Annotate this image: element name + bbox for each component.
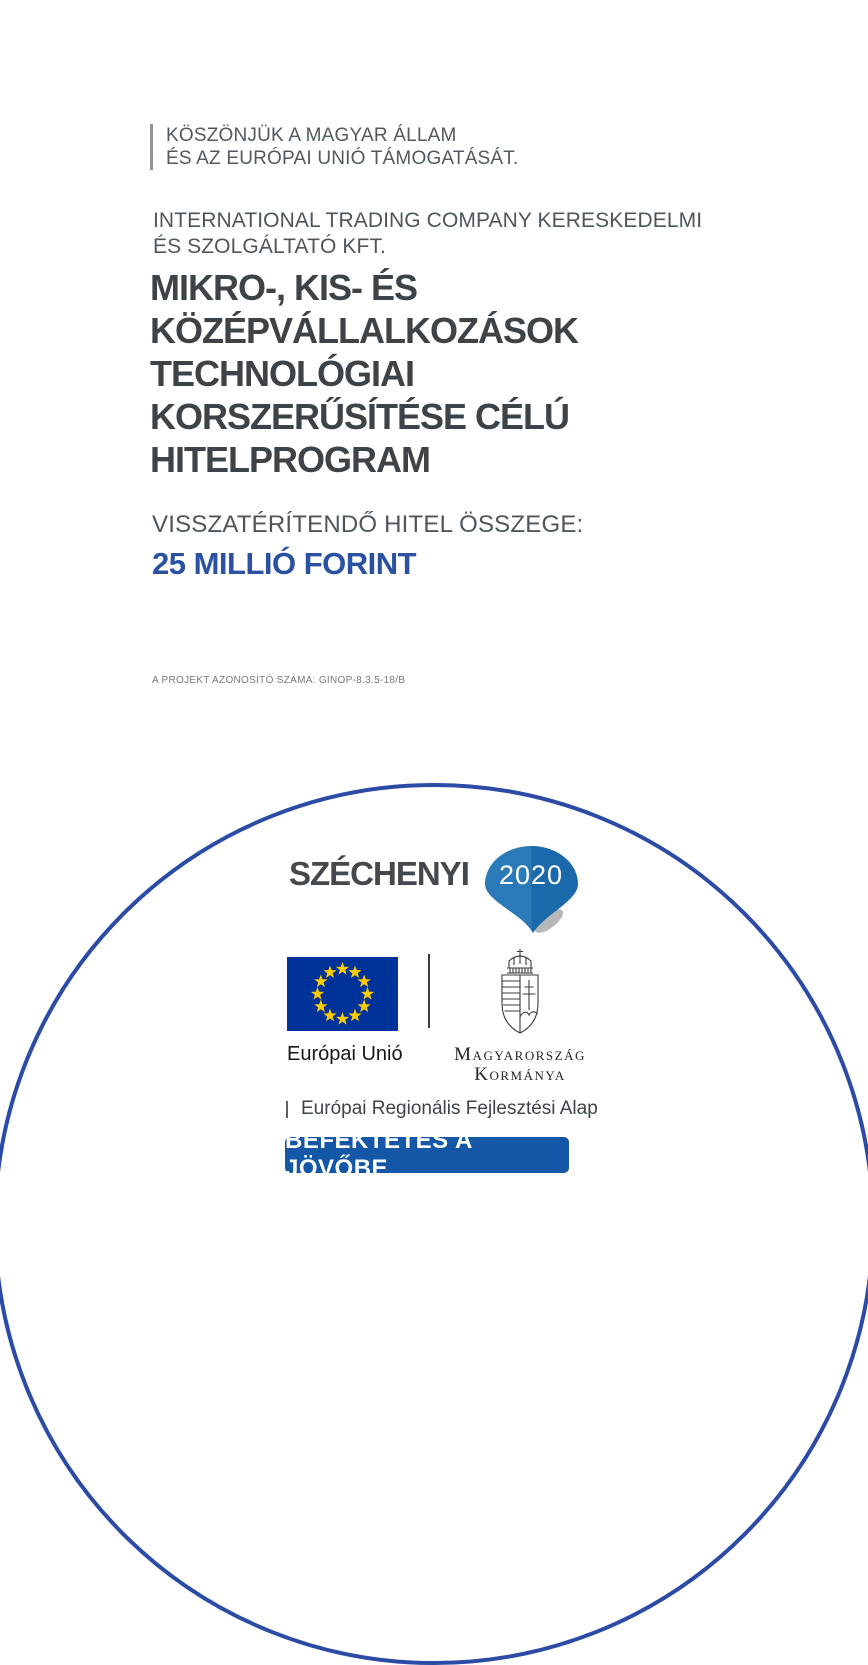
eu-flag-icon (287, 957, 398, 1031)
eu-flag-label: Európai Unió (287, 1043, 403, 1065)
hungary-coat-of-arms-icon (494, 948, 546, 1036)
company-line2: ÉS SZOLGÁLTATÓ KFT. (153, 235, 386, 258)
company-name (153, 208, 702, 260)
fund-accent-bar (286, 1101, 288, 1118)
title-line: TECHNOLÓGIAI (150, 353, 414, 394)
eu-flag-block (287, 957, 403, 1066)
grant-amount: 25 MILLIÓ FORINT (152, 546, 417, 581)
title-line: KÖZÉPVÁLLALKOZÁSOK (150, 310, 578, 351)
project-id: A PROJEKT AZONOSÍTÓ SZÁMA: GINOP-8.3.5-18/B (152, 675, 406, 686)
arc-decoration (0, 783, 868, 1665)
location-pin-icon (483, 844, 580, 936)
szechenyi-logo-text: SZÉCHENYI (289, 855, 469, 892)
title-line: MIKRO-, KIS- ÉS (150, 267, 418, 308)
grant-label: VISSZATÉRÍTENDŐ HITEL ÖSSZEGE: (152, 511, 584, 538)
government-name-line1: Magyarország (454, 1044, 586, 1065)
invest-banner: BEFEKTETÉS A JÖVŐBE (285, 1137, 569, 1173)
thanks-block (150, 124, 519, 170)
government-block (450, 948, 590, 1085)
thanks-line1: KÖSZÖNJÜK A MAGYAR ÁLLAM (166, 125, 457, 146)
company-line1: INTERNATIONAL TRADING COMPANY KERESKEDELMI (153, 209, 703, 232)
logo-divider (428, 954, 430, 1028)
thanks-line2: ÉS AZ EURÓPAI UNIÓ TÁMOGATÁSÁT. (166, 148, 519, 169)
page-title (150, 266, 578, 481)
accent-bar (150, 124, 153, 170)
title-line: KORSZERŰSÍTÉSE CÉLÚ (150, 396, 570, 437)
title-line: HITELPROGRAM (150, 439, 430, 480)
szechenyi-year-label: 2020 (498, 860, 564, 890)
fund-row (286, 1098, 598, 1120)
government-name-line2: Kormánya (474, 1064, 566, 1085)
thanks-text (166, 124, 519, 170)
fund-label: Európai Regionális Fejlesztési Alap (301, 1098, 598, 1119)
